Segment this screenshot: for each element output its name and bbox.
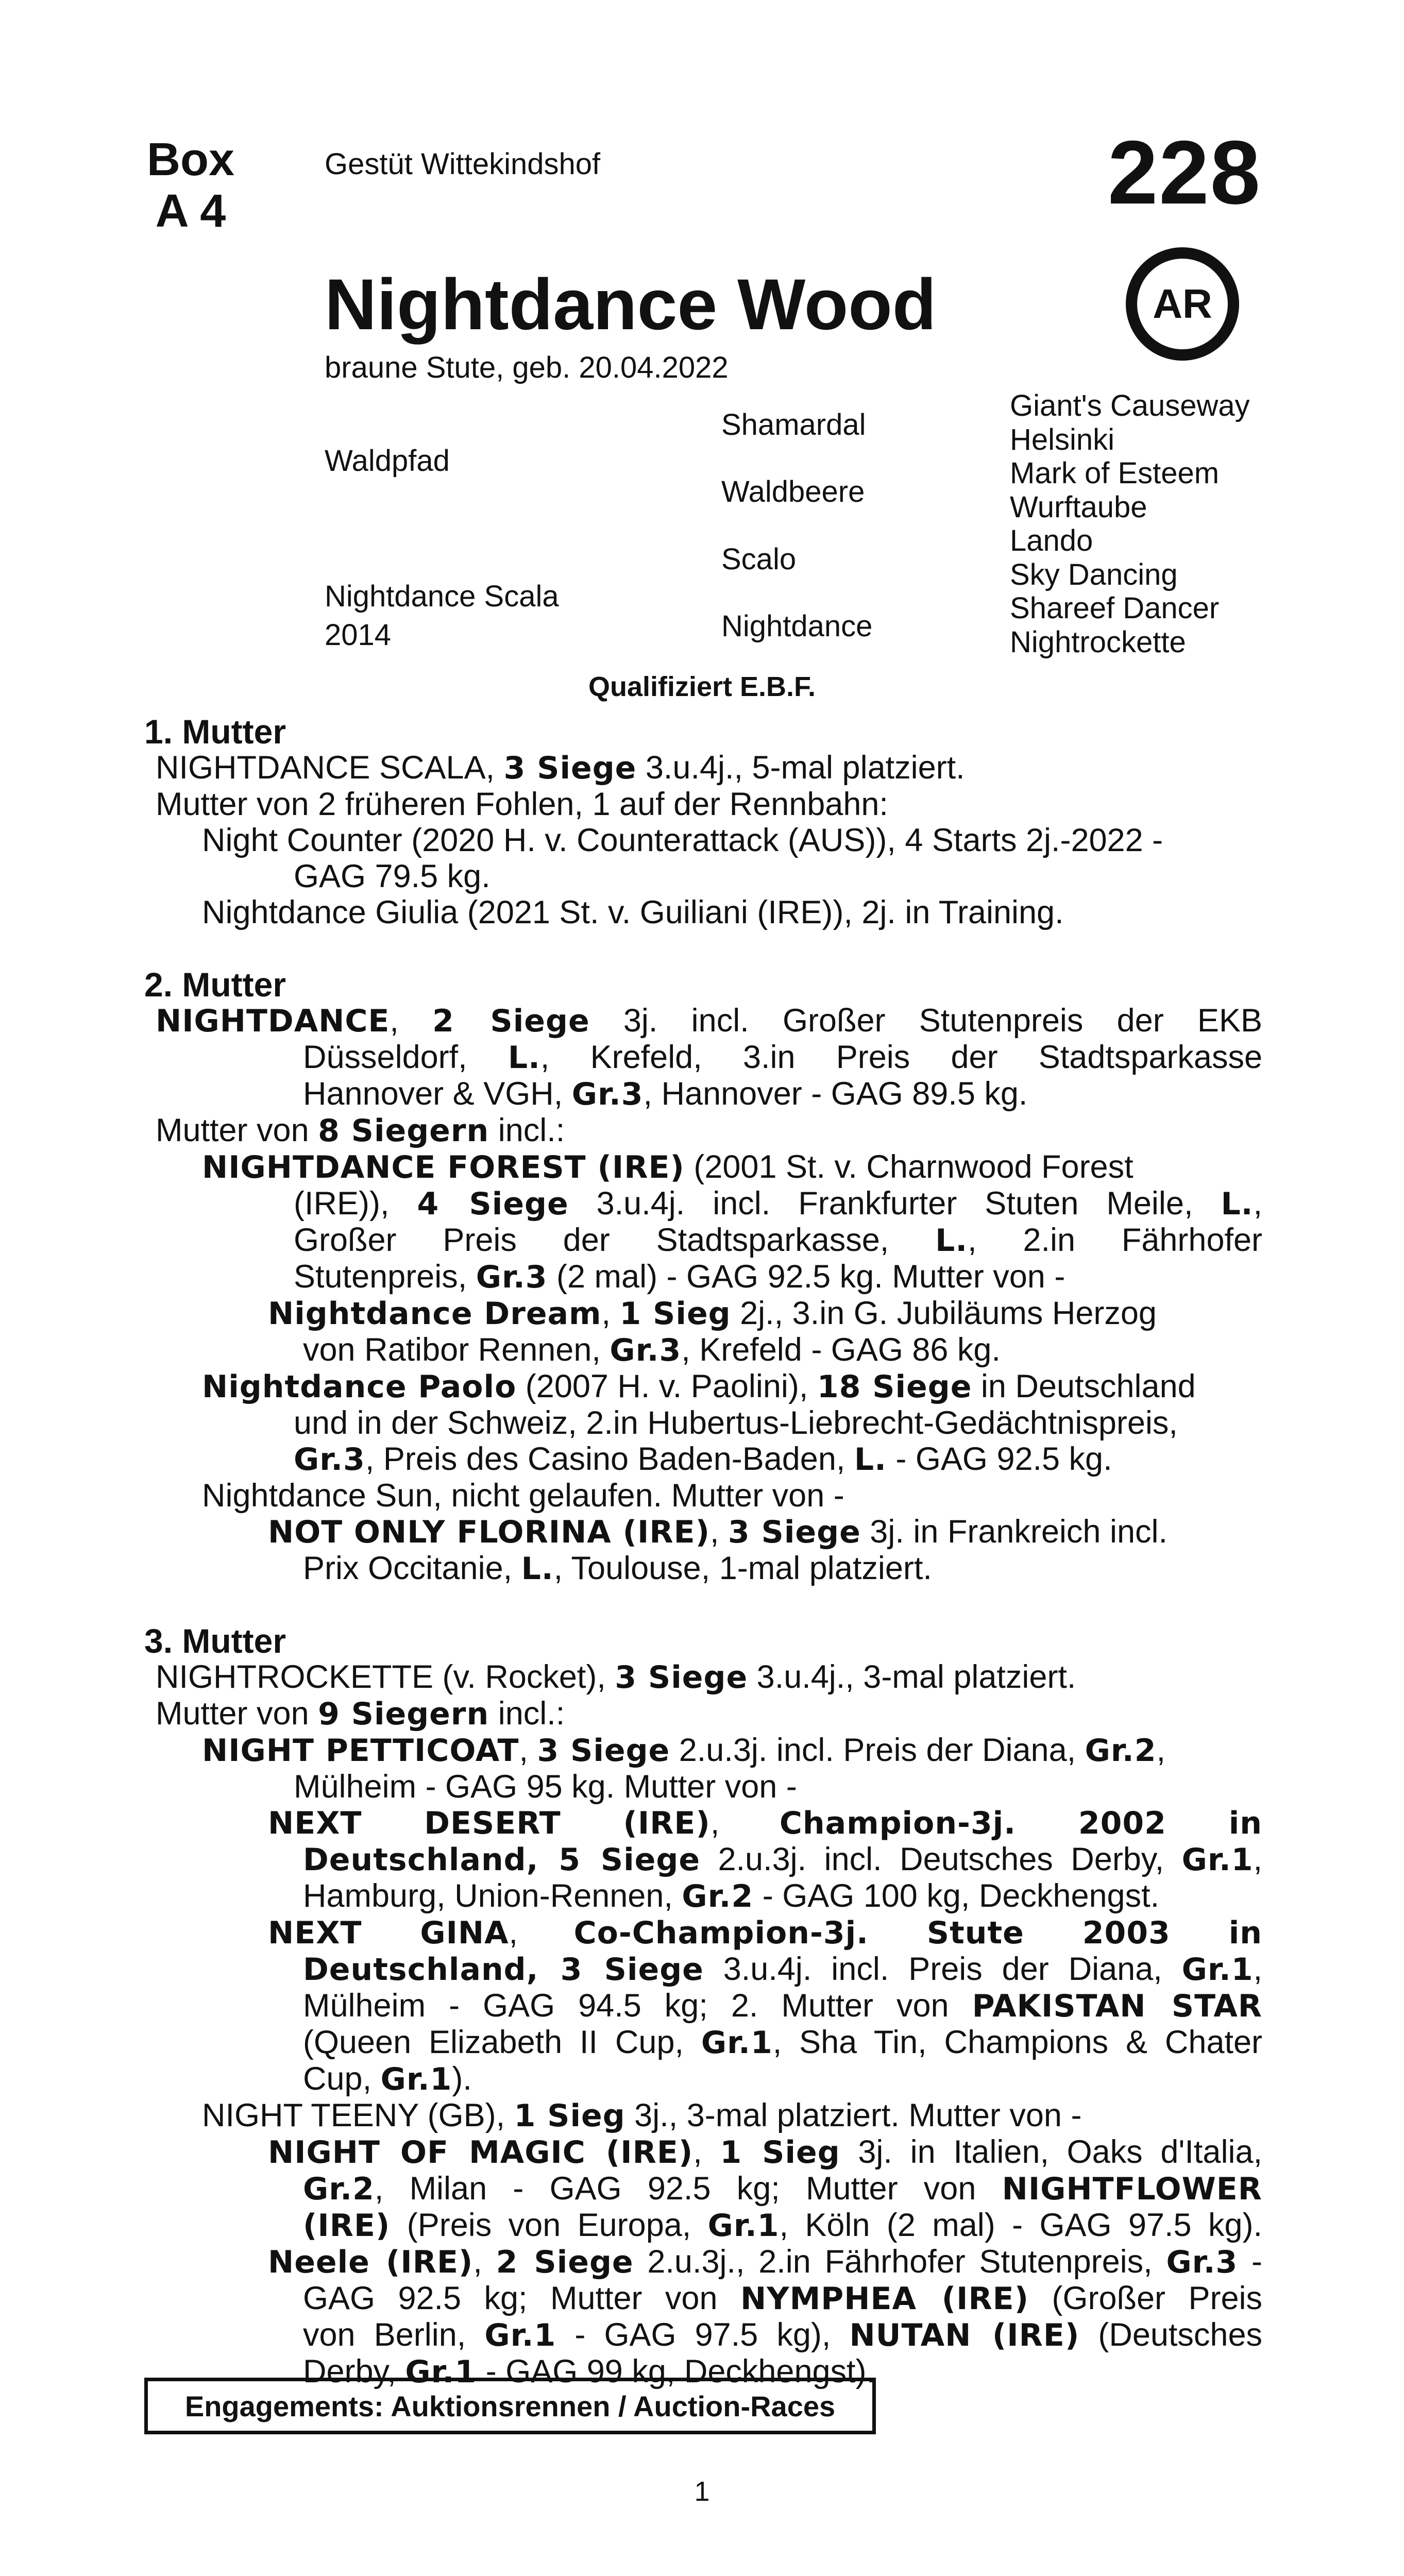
page-number: 1 — [694, 2476, 710, 2507]
pedigree-sire: Waldpfad — [325, 444, 450, 478]
m2-line: Nightdance Sun, nicht gelaufen. Mutter von - — [202, 1478, 844, 1514]
m2-line: Gr.3, Preis des Casino Baden-Baden, L. - GAG 92.5 kg. — [294, 1441, 1112, 1478]
m2-line: Mutter von 8 Siegern incl.: — [156, 1112, 565, 1149]
horse-description: braune Stute, geb. 20.04.2022 — [325, 351, 729, 384]
box-label — [144, 134, 237, 237]
m1-line: GAG 79.5 kg. — [294, 858, 490, 894]
pedigree-grandsire: Waldbeere — [721, 475, 865, 509]
pedigree-ancestor: Nightrockette — [1010, 625, 1186, 659]
m2-line: Düsseldorf, L., Krefeld, 3.in Preis der Stadtsparkasse — [303, 1039, 1262, 1076]
pedigree-ancestor: Giant's Causeway — [1010, 389, 1250, 422]
m1-line: NIGHTDANCE SCALA, 3 Siege 3.u.4j., 5-mal platziert. — [156, 750, 965, 786]
section-title-m3: 3. Mutter — [144, 1622, 286, 1660]
pedigree-ancestor: Helsinki — [1010, 422, 1115, 456]
pedigree-ancestor: Wurftaube — [1010, 490, 1147, 524]
m3-line: Hamburg, Union-Rennen, Gr.2 - GAG 100 kg, Deckhengst. — [303, 1878, 1160, 1914]
m2-line: NIGHTDANCE, 2 Siege 3j. incl. Großer Stutenpreis der EKB — [156, 1003, 1262, 1039]
m2-line: Nightdance Dream, 1 Sieg 2j., 3.in G. Jubiläums Herzog — [268, 1295, 1157, 1332]
m2-line: und in der Schweiz, 2.in Hubertus-Liebrecht-Gedächtnispreis, — [294, 1405, 1178, 1441]
m3-line: NIGHT OF MAGIC (IRE), 1 Sieg 3j. in Italien, Oaks d'Italia, — [268, 2134, 1263, 2171]
m2-line: Stutenpreis, Gr.3 (2 mal) - GAG 92.5 kg. Mutter von - — [294, 1259, 1065, 1295]
m3-line: Neele (IRE), 2 Siege 2.u.3j., 2.in Fährhofer Stutenpreis, Gr.3 - — [268, 2244, 1262, 2280]
horse-name: Nightdance Wood — [325, 264, 937, 345]
m2-line: Nightdance Paolo (2007 H. v. Paolini), 18 Siege in Deutschland — [202, 1368, 1196, 1405]
m3-line: Derby, Gr.1 - GAG 99 kg, Deckhengst). — [303, 2353, 876, 2390]
m2-line: NOT ONLY FLORINA (IRE), 3 Siege 3j. in Frankreich incl. — [268, 1514, 1168, 1550]
box-label-line2: A 4 — [155, 185, 226, 237]
m3-line: von Berlin, Gr.1 - GAG 97.5 kg), NUTAN (IRE) (Deutsches — [303, 2317, 1263, 2353]
box-label-line1: Box — [146, 134, 235, 185]
m3-line: NIGHTROCKETTE (v. Rocket), 3 Siege 3.u.4j., 3-mal platziert. — [156, 1659, 1076, 1696]
dam-lines — [144, 714, 1262, 2390]
stud-name: Gestüt Wittekindshof — [325, 147, 601, 181]
pedigree-ancestor: Lando — [1010, 524, 1093, 557]
m3-line: (IRE) (Preis von Europa, Gr.1, Köln (2 mal) - GAG 97.5 kg). — [303, 2207, 1262, 2244]
pedigree-grandsire: Nightdance — [721, 609, 873, 643]
m3-line: NEXT GINA, Co-Champion-3j. Stute 2003 in — [268, 1914, 1263, 1951]
m3-line: Cup, Gr.1). — [303, 2061, 472, 2097]
m2-line: Hannover & VGH, Gr.3, Hannover - GAG 89.5 kg. — [303, 1076, 1028, 1112]
m3-line: NEXT DESERT (IRE), Champion-3j. 2002 in — [268, 1805, 1262, 1841]
m3-line: Deutschland, 5 Siege 2.u.3j. incl. Deutsches Derby, Gr.1, — [303, 1841, 1262, 1878]
engagements-text: Engagements: Auktionsrennen / Auction-Races — [184, 2389, 836, 2422]
m1-line: Night Counter (2020 H. v. Counterattack (AUS)), 4 Starts 2j.-2022 - — [202, 822, 1163, 858]
m3-line: GAG 92.5 kg; Mutter von NYMPHEA (IRE) (Großer Preis — [303, 2280, 1262, 2317]
m2-line: von Ratibor Rennen, Gr.3, Krefeld - GAG 86 kg. — [303, 1332, 1001, 1368]
ar-badge-text: AR — [1153, 281, 1212, 327]
m3-line: NIGHT TEENY (GB), 1 Sieg 3j., 3-mal platziert. Mutter von - — [202, 2097, 1082, 2134]
m3-line: Gr.2, Milan - GAG 92.5 kg; Mutter von NIGHTFLOWER — [303, 2171, 1262, 2207]
engagements-box — [144, 2378, 876, 2434]
pedigree-ancestor: Sky Dancing — [1010, 557, 1178, 591]
pedigree-greatgrandsires — [1010, 389, 1250, 659]
pedigree-dam: Nightdance Scala — [325, 580, 559, 613]
catalogue-number: 228 — [1108, 123, 1261, 223]
m3-line: Mutter von 9 Siegern incl.: — [156, 1696, 565, 1732]
section-title-m1: 1. Mutter — [144, 713, 286, 751]
pedigree-ancestor: Shareef Dancer — [1010, 591, 1220, 625]
m1-line: Mutter von 2 früheren Fohlen, 1 auf der Rennbahn: — [156, 786, 888, 822]
m2-line: NIGHTDANCE FOREST (IRE) (2001 St. v. Charnwood Forest — [202, 1149, 1134, 1185]
pedigree-ancestor: Mark of Esteem — [1010, 456, 1220, 490]
m1-line: Nightdance Giulia (2021 St. v. Guiliani (IRE)), 2j. in Training. — [202, 894, 1064, 930]
m2-line: (IRE)), 4 Siege 3.u.4j. incl. Frankfurter Stuten Meile, L., — [294, 1185, 1262, 1222]
pedigree-grandsire: Shamardal — [721, 408, 866, 442]
m3-line: Mülheim - GAG 95 kg. Mutter von - — [294, 1769, 797, 1805]
m3-line: Mülheim - GAG 94.5 kg; 2. Mutter von PAKISTAN STAR — [303, 1988, 1262, 2024]
ar-badge — [1126, 247, 1239, 361]
section-title-m2: 2. Mutter — [144, 965, 286, 1004]
m3-line: Deutschland, 3 Siege 3.u.4j. incl. Preis der Diana, Gr.1, — [303, 1951, 1263, 1988]
pedigree-dam-year: 2014 — [325, 618, 392, 652]
qualification: Qualifiziert E.B.F. — [588, 671, 816, 702]
m3-line: (Queen Elizabeth II Cup, Gr.1, Sha Tin, Champions & Chater — [303, 2024, 1263, 2061]
pedigree-grandsire: Scalo — [721, 543, 797, 576]
m3-line: NIGHT PETTICOAT, 3 Siege 2.u.3j. incl. Preis der Diana, Gr.2, — [202, 1732, 1165, 1769]
m2-line: Großer Preis der Stadtsparkasse, L., 2.in Fährhofer — [294, 1222, 1263, 1259]
m2-line: Prix Occitanie, L., Toulouse, 1-mal platziert. — [303, 1550, 932, 1587]
